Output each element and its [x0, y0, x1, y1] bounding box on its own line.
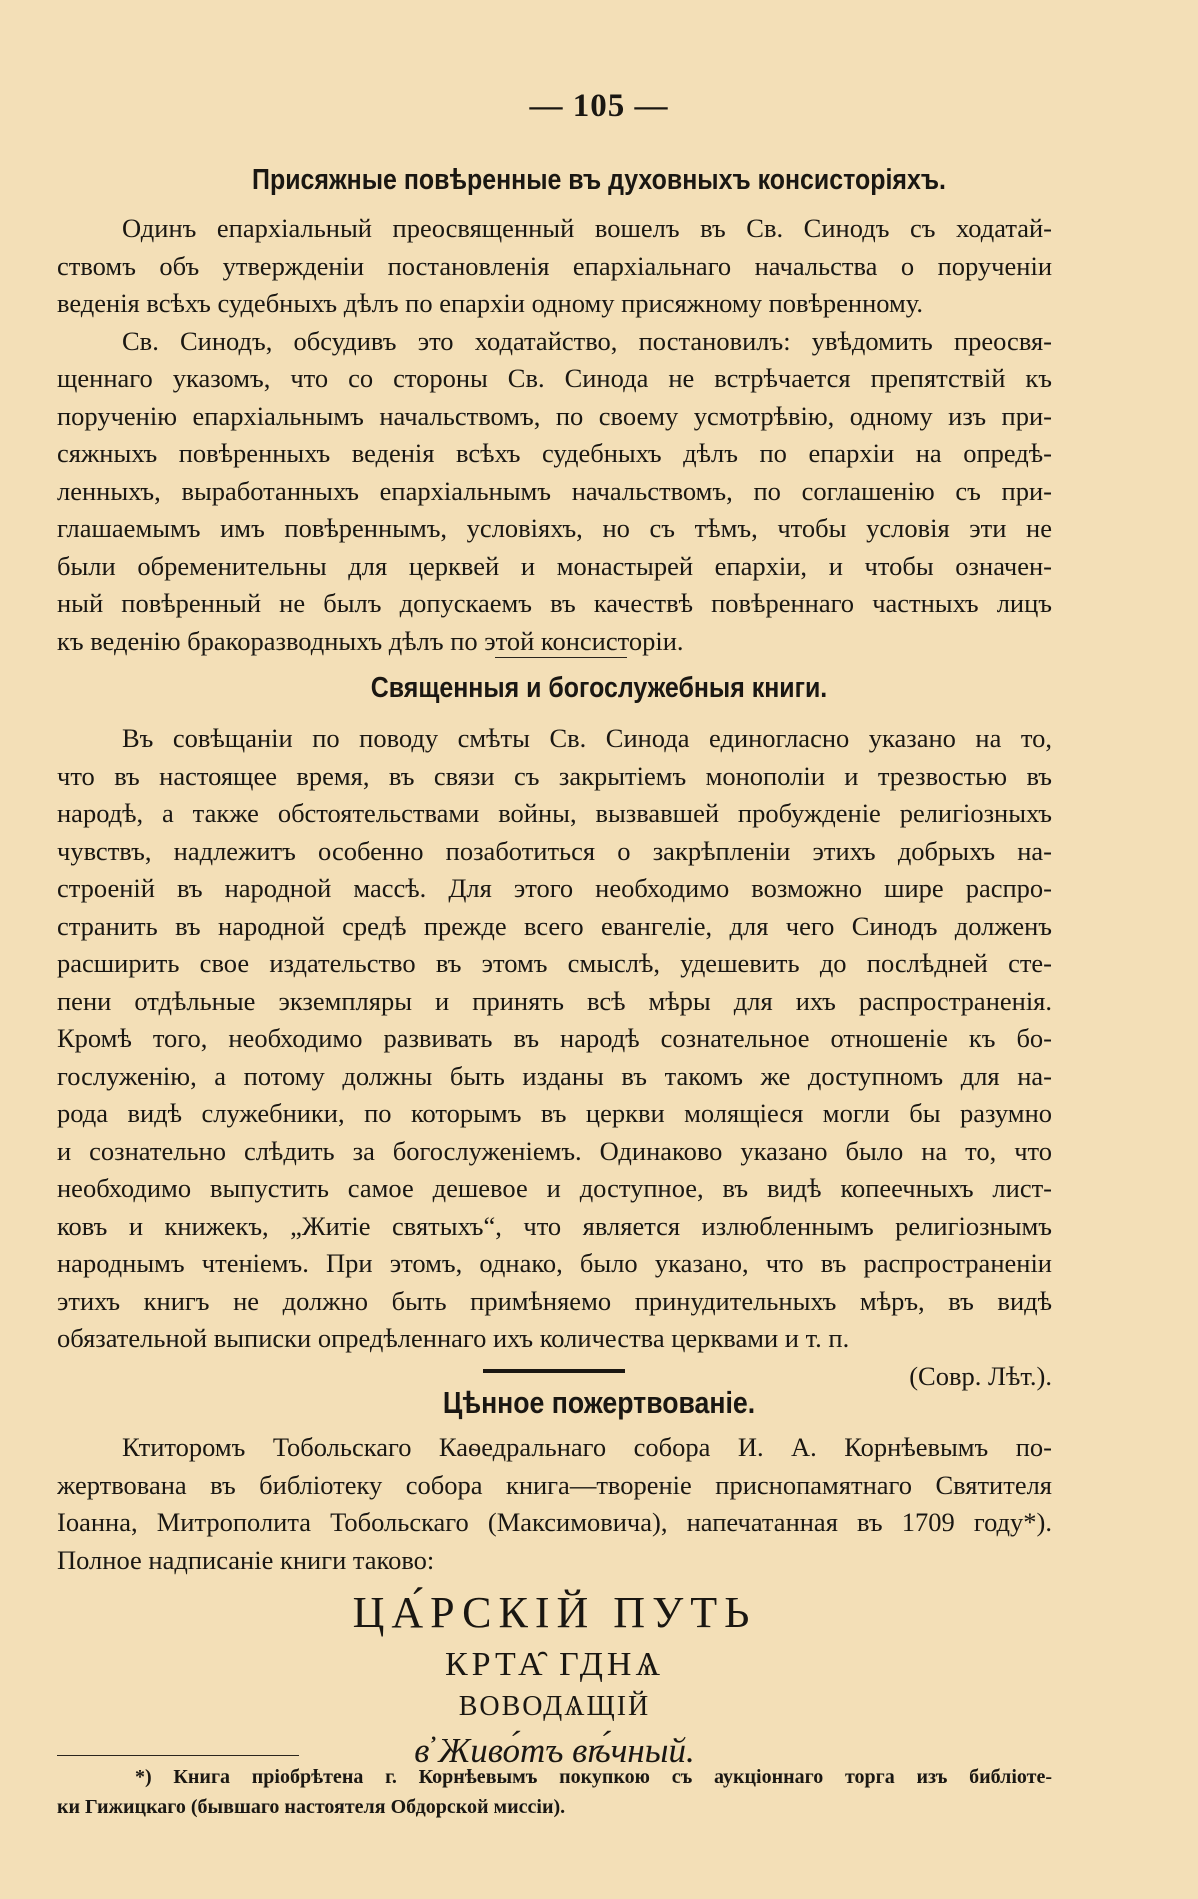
text-line: народнымъ чтеніемъ. При этомъ, однако, было указано, что въ распространеніи [57, 1248, 1052, 1278]
text-line: расширить свое издательство въ этомъ смыслѣ, удешевить до послѣдней сте- [57, 948, 1052, 978]
text-line: веденія всѣхъ судебныхъ дѣлъ по епархіи одному присяжному повѣренному. [57, 288, 924, 318]
footnote-line: ки Гижицкаго (бывшаго настоятеля Обдорской миссіи). [57, 1796, 566, 1818]
text-line: къ веденію бракоразводныхъ дѣлъ по этой консисторіи. [57, 625, 684, 656]
text-line: ный повѣренный не былъ допускаемъ въ качествѣ повѣреннаго частныхъ лицъ [57, 588, 1052, 618]
section-body-donation [57, 1429, 1052, 1579]
section-divider [495, 657, 627, 658]
section-heading-sacred-books: Священныя и богослужебныя книги. [370, 672, 828, 704]
text-line: чувствъ, надлежитъ особенно позаботиться о закрѣпленіи этихъ добрыхъ на- [57, 835, 1052, 866]
text-line: рода видѣ служебники, по которымъ въ церкви молящіеся могли бы разумно [57, 1098, 1052, 1128]
text-line: глашаемымъ имъ повѣреннымъ, условіяхъ, но съ тѣмъ, чтобы условія эти не [57, 513, 1052, 543]
text-line: странить въ народной средѣ прежде всего евангеліе, для чего Синодъ долженъ [57, 910, 1052, 941]
text-line: что въ настоящее время, въ связи съ закрытіемъ монополіи и трезвостью въ [57, 760, 1052, 791]
text-line: ствомъ объ утвержденіи постановленія епархіальнаго начальства о порученіи [57, 250, 1052, 281]
text-line: пени отдѣльные экземпляры и принять всѣ мѣры для ихъ распространенія. [57, 985, 1052, 1016]
text-line: жертвована въ библіотеку собора книга—твореніе приснопамятнаго Святителя [57, 1469, 1052, 1500]
section-body-sworn-attorneys [57, 210, 1052, 660]
text-line: ковъ и книжекъ, „Житіе святыхъ“, что является излюбленнымъ религіознымъ [57, 1210, 1052, 1241]
footnote-divider [57, 1755, 299, 1756]
footnote [57, 1762, 1052, 1822]
text-line: Св. Синодъ, обсудивъ это ходатайство, постановилъ: увѣдомить преосвя- [122, 325, 1052, 356]
text-line: Одинъ епархіальный преосвященный вошелъ въ Св. Синодъ съ ходатай- [122, 213, 1052, 243]
section-heading-donation: Цѣнное пожертвованіе. [442, 1385, 756, 1420]
text-line: и сознательно слѣдить за богослуженіемъ. Одинаково указано было на то, что [57, 1135, 1052, 1166]
book-title-inscription [57, 1583, 1052, 1775]
text-line: народѣ, а также обстоятельствами войны, вызвавшей пробужденіе религіозныхъ [57, 798, 1052, 828]
text-line: гослуженію, а потому должны быть изданы въ такомъ же доступномъ для на- [57, 1060, 1052, 1091]
text-line: сяжныхъ повѣренныхъ веденія всѣхъ судебныхъ дѣлъ по епархіи на опредѣ- [57, 438, 1052, 468]
page-number: — 105 — [529, 88, 669, 124]
text-line: ленныхъ, выработанныхъ епархіальнымъ начальствомъ, по соглашенію съ при- [57, 475, 1052, 506]
text-line: щеннаго указомъ, что со стороны Св. Синода не встрѣчается препятствій къ [57, 363, 1052, 393]
text-line: порученію епархіальнымъ начальствомъ, по своему усмотрѣвію, одному изъ при- [57, 400, 1052, 431]
text-line: обязательной выписки опредѣленнаго ихъ количества церквами и т. п. [57, 1323, 850, 1353]
text-line: Іоанна, Митрополита Тобольскаго (Максимовича), напечатанная въ 1709 году*). [57, 1507, 1052, 1537]
text-line: Ктиторомъ Тобольскаго Каѳедральнаго собора И. А. Корнѣевымъ по- [122, 1432, 1052, 1462]
book-title-line: КРТА̑ ГДНѦ [444, 1646, 665, 1683]
section-body-sacred-books [57, 720, 1052, 1395]
text-line: этихъ книгъ не должно быть примѣняемо принудительныхъ мѣръ, въ видѣ [57, 1285, 1052, 1316]
text-line: Полное надписаніе книги таково: [57, 1544, 435, 1575]
text-line: необходимо выпустить самое дешевое и доступное, въ видѣ копеечныхъ лист- [57, 1173, 1052, 1203]
footnote-line: *) Книга пріобрѣтена г. Корнѣевымъ покупкою съ аукціоннаго торга изъ библіоте- [135, 1766, 1052, 1788]
section-divider-thick [483, 1369, 625, 1373]
text-line: Въ совѣщаніи по поводу смѣты Св. Синода единогласно указано на то, [122, 723, 1052, 753]
text-line: Кромѣ того, необходимо развивать въ народѣ сознательное отношеніе къ бо- [57, 1023, 1052, 1053]
source-citation: (Совр. Лѣт.). [909, 1360, 1052, 1391]
text-line: строеній въ народной массѣ. Для этого необходимо возможно шире распро- [57, 873, 1052, 903]
book-title-line: в̓ Живо́тъ вѣ́чный. [414, 1731, 695, 1770]
text-line: были обременительны для церквей и монастырей епархіи, и чтобы означен- [57, 550, 1052, 581]
book-title-line: ВОВОДѦЩІЙ [458, 1691, 651, 1722]
section-heading-sworn-attorneys: Присяжные повѣренные въ духовныхъ консисторіяхъ. [252, 164, 946, 196]
book-title-line: ЦА́РСКІЙ ПУТЬ [352, 1588, 757, 1637]
